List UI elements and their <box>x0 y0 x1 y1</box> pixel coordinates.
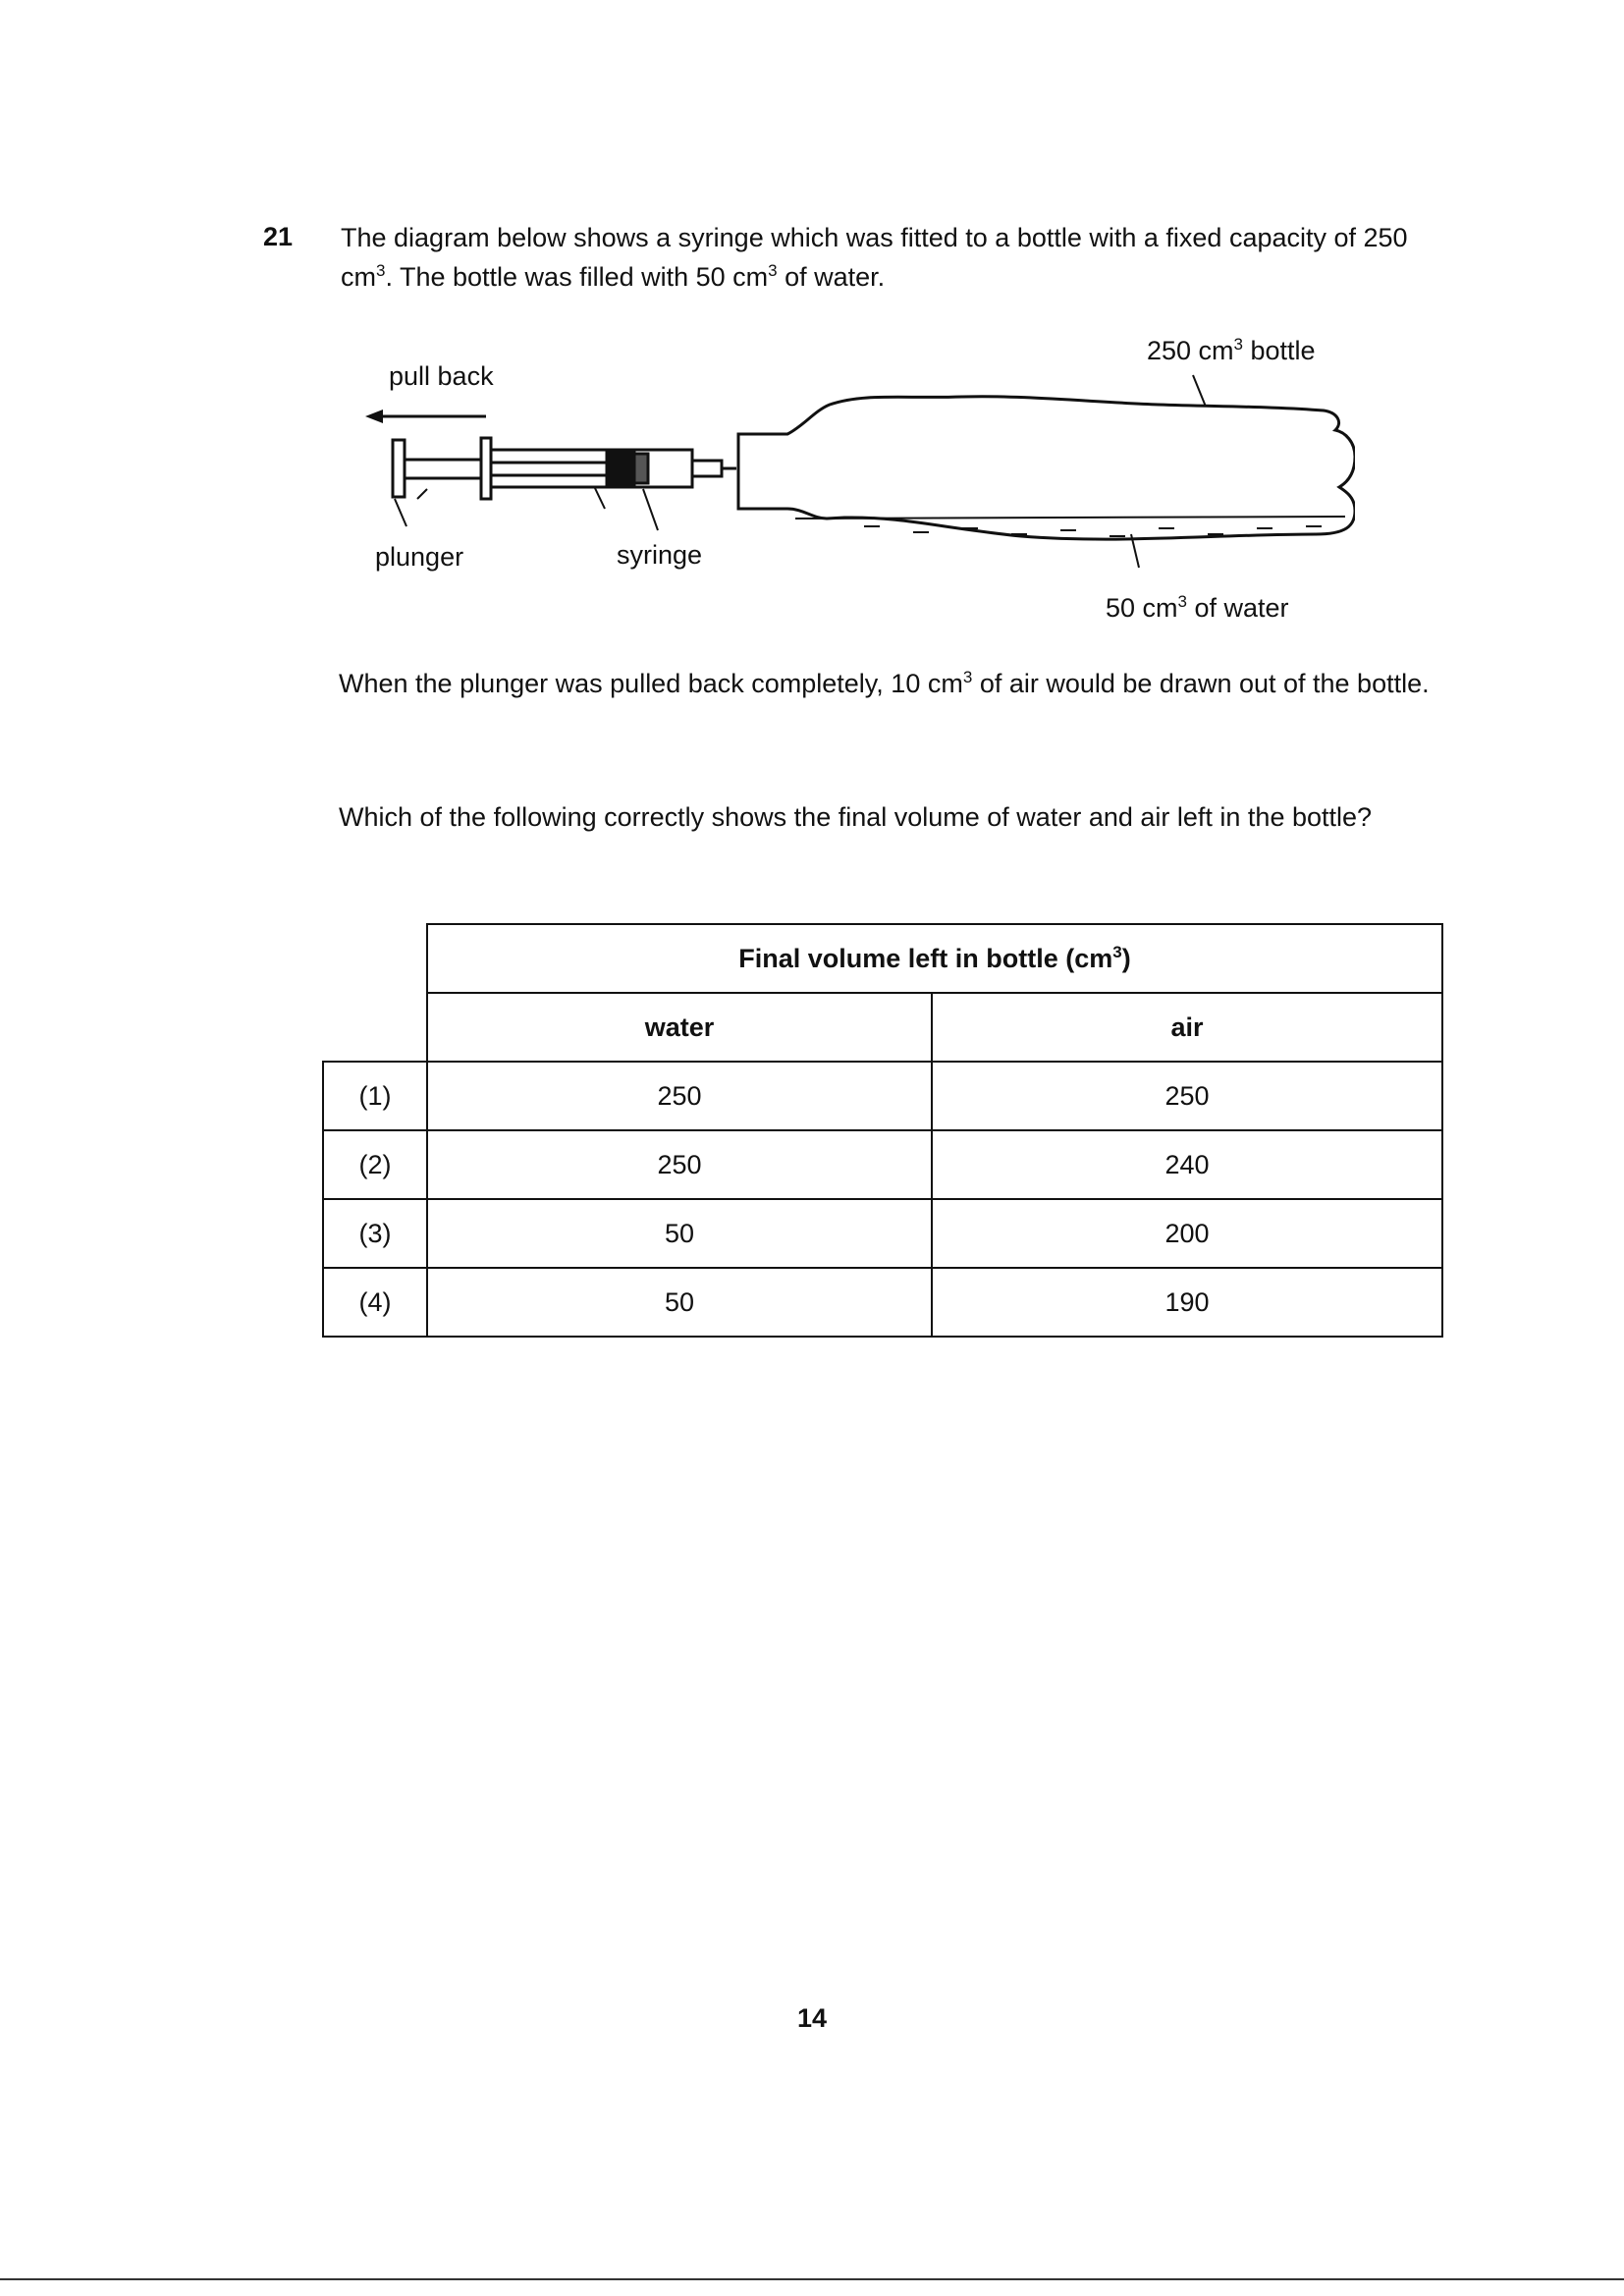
paragraph-plunger-text-2: of air would be drawn out of the bottle. <box>972 669 1430 698</box>
table-subheader-row <box>323 993 1442 1062</box>
option-label: (1) <box>323 1062 427 1130</box>
table-row[interactable] <box>323 1130 1442 1199</box>
options-table <box>322 923 1443 1338</box>
question-stem <box>341 218 1431 297</box>
stem-sup-2: 3 <box>768 261 778 280</box>
stem-sup-1: 3 <box>376 261 386 280</box>
water-cell: 250 <box>427 1062 932 1130</box>
water-label-tail: of water <box>1187 593 1289 623</box>
paragraph-plunger <box>339 664 1431 703</box>
air-cell: 240 <box>932 1130 1442 1199</box>
stem-text-3: of water. <box>777 262 886 292</box>
bottle-label-tail: bottle <box>1243 336 1316 365</box>
table-corner <box>323 924 427 993</box>
water-label <box>1106 593 1289 624</box>
bottle-label-sup: 3 <box>1233 335 1244 354</box>
bottle-drawing <box>738 397 1355 539</box>
column-air: air <box>932 993 1442 1062</box>
air-cell: 200 <box>932 1199 1442 1268</box>
column-water: water <box>427 993 932 1062</box>
water-cell: 250 <box>427 1130 932 1199</box>
bottle-label <box>1147 336 1316 366</box>
option-label: (2) <box>323 1130 427 1199</box>
syringe-label: syringe <box>617 540 703 570</box>
air-cell: 250 <box>932 1062 1442 1130</box>
water-label-sup: 3 <box>1177 592 1187 611</box>
paragraph-plunger-text-1: When the plunger was pulled back completely, 10 cm <box>339 669 963 698</box>
option-label: (4) <box>323 1268 427 1337</box>
table-row[interactable] <box>323 1268 1442 1337</box>
table-header-row <box>323 924 1442 993</box>
table-header-sup: 3 <box>1112 942 1122 961</box>
pull-back-arrow <box>365 410 486 423</box>
option-label: (3) <box>323 1199 427 1268</box>
pull-back-label: pull back <box>389 361 494 391</box>
table-corner-2 <box>323 993 427 1062</box>
table-header-text: Final volume left in bottle (cm <box>738 943 1113 973</box>
syringe-drawing <box>393 438 736 499</box>
table-header-tail: ) <box>1121 943 1131 973</box>
water-cell: 50 <box>427 1199 932 1268</box>
table-header <box>427 924 1442 993</box>
page-number: 14 <box>796 2003 828 2033</box>
table-row[interactable] <box>323 1199 1442 1268</box>
question-number: 21 <box>263 222 294 251</box>
water-label-text: 50 cm <box>1106 593 1178 623</box>
plunger-label: plunger <box>375 542 464 572</box>
stem-text-1: The diagram below shows a syringe which was fitted to a bottle with a fixed capacity of 250 cm <box>341 223 1408 292</box>
bottom-divider <box>0 2278 1624 2280</box>
bottle-label-text: 250 cm <box>1147 336 1234 365</box>
paragraph-question: Which of the following correctly shows the final volume of water and air left in the bottle? <box>339 802 1373 832</box>
air-cell: 190 <box>932 1268 1442 1337</box>
table-row[interactable] <box>323 1062 1442 1130</box>
water-cell: 50 <box>427 1268 932 1337</box>
stem-text-2: . The bottle was filled with 50 cm <box>385 262 769 292</box>
paragraph-plunger-sup: 3 <box>962 668 973 686</box>
